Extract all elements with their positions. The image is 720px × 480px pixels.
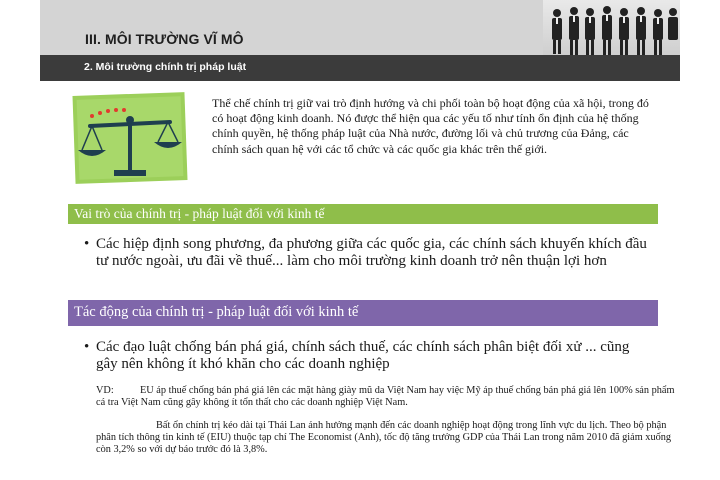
example-text: EU áp thuế chống bán phá giá lên các mặt hàng giày mũ da Việt Nam hay việc Mỹ áp thuế chống bán phá giá lên 100% sản phẩm cá tra Việt Nam cũng gây không ít tổn thất cho các doanh nghiệp Việt Nam. (96, 385, 675, 408)
intro-paragraph: Thể chế chính trị giữ vai trò định hướng và chi phối toàn bộ hoạt động của xã hội, trong đó có hoạt động kinh doanh. Nó được thể hiện qua các yếu tố như tính ổn định của hệ thống chính quyền, hệ thống pháp luật của Nhà nước, đường lối và chủ trương của Đảng, các chính sách quan hệ với các tổ chức và các quốc gia khác trên thế giới. (212, 96, 649, 156)
section-title: III. MÔI TRƯỜNG VĨ MÔ (85, 31, 244, 47)
role-heading-band: Vai trò của chính trị - pháp luật đối với kinh tế (68, 204, 658, 224)
impact-bullet-text: Các đạo luật chống bán phá giá, chính sách thuế, các chính sách phân biệt đối xử ... cũng gây nên không ít khó khăn cho các doanh nghiệp (96, 339, 630, 372)
role-bullet-text: Các hiệp định song phương, đa phương giữa các quốc gia, các chính sách khuyến khích đầu tư nước ngoài, ưu đãi về thuế... làm cho môi trường kinh doanh trở nên thuận lợi hơn (96, 236, 647, 269)
bullet-dot: • (84, 236, 90, 252)
justice-scales-icon (64, 90, 196, 186)
bullet-dot: • (84, 339, 90, 355)
subsection-title: 2. Môi trường chính trị pháp luật (84, 61, 247, 73)
impact-bullet (84, 339, 654, 372)
example-paragraph (96, 385, 676, 409)
justice-scales-image (64, 90, 196, 186)
thailand-paragraph: Bất ổn chính trị kéo dài tại Thái Lan ảnh hưởng mạnh đến các doanh nghiệp hoạt động trong lĩnh vực du lịch. Theo bộ phận phân tích thông tin kinh tế (EIU) thuộc tạp chí The Economist (Anh), tốc độ tăng trưởng GDP của Thái Lan trong năm 2010 đã giảm xuống còn 3,2% so với dự báo trước đó là 3,8%. (96, 420, 672, 455)
impact-heading-band: Tác động của chính trị - pháp luật đối với kinh tế (68, 300, 658, 326)
role-bullet (84, 236, 654, 269)
business-people-icon (543, 0, 680, 55)
business-people-photo (543, 0, 680, 55)
example-label: VD: (96, 385, 114, 396)
